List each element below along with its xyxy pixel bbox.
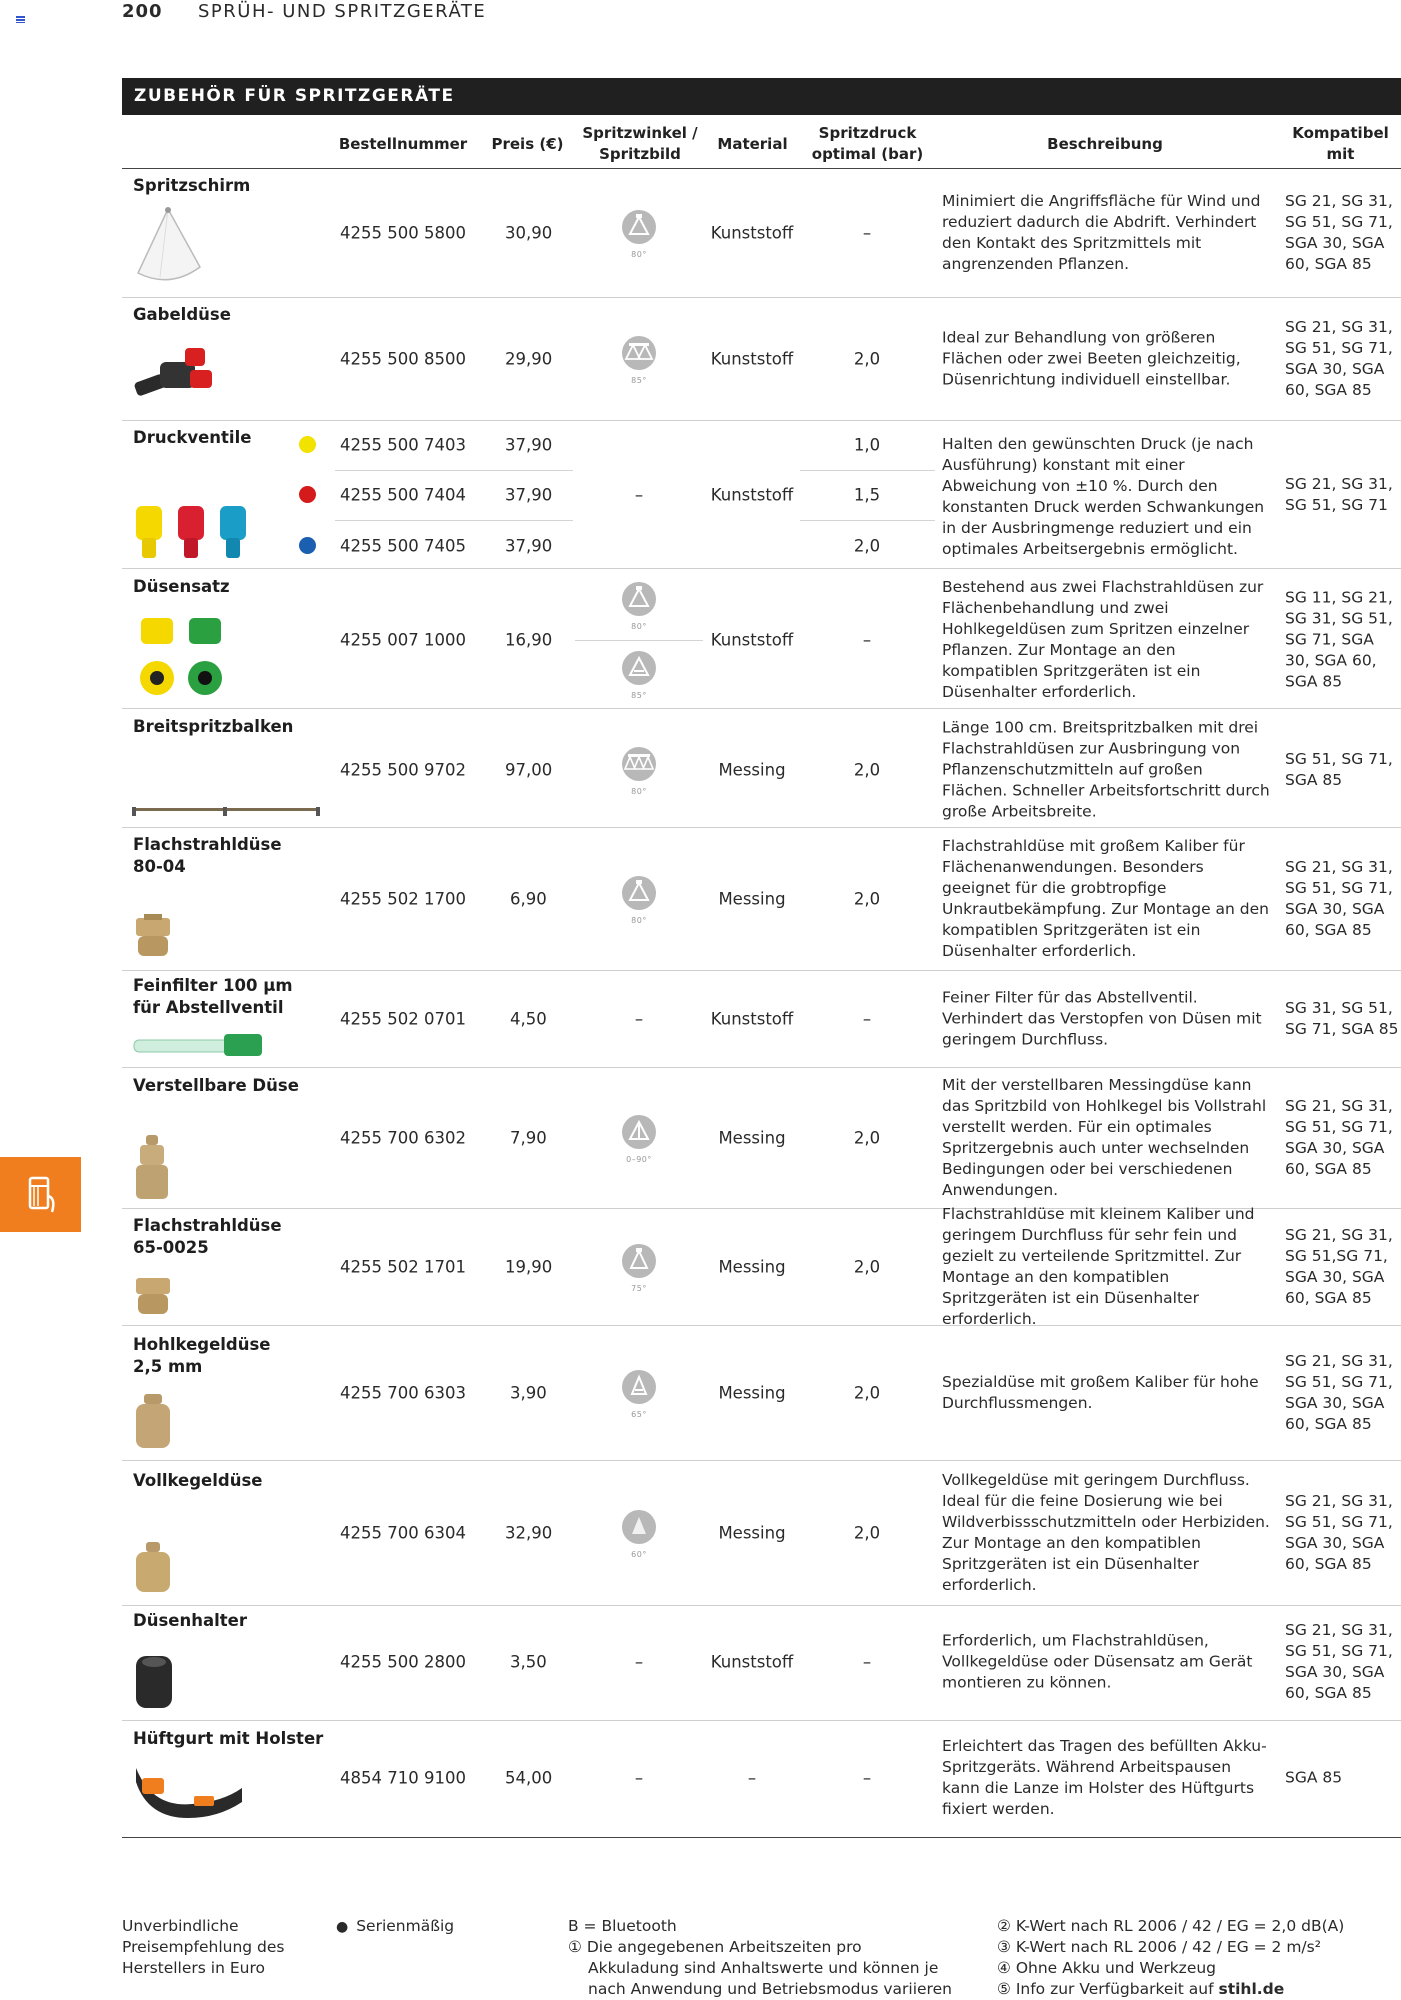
table-bottom-rule bbox=[122, 1837, 1401, 1838]
description: Länge 100 cm. Breitspritzbalken mit drei Flachstrahldüsen zur Ausbringung von Pflanzenschutzmitteln auf großen Flächen. Schneller Arbeitsfortschritt durch große Arbeitsbreite. bbox=[942, 718, 1270, 821]
note-4: ④ Ohne Akku und Werkzeug bbox=[997, 1959, 1217, 1977]
compatible-models: SG 21, SG 31, SG 51, SG 71, SGA 30, SGA 60, SGA 85 bbox=[1285, 858, 1393, 939]
spray-angle: – bbox=[634, 1768, 644, 1788]
compatible-models: SG 21, SG 31, SG 51, SG 71 bbox=[1285, 475, 1393, 514]
notes-middle bbox=[568, 1916, 968, 2000]
spritzschirm-image bbox=[130, 205, 205, 290]
price: 37,90 bbox=[505, 485, 553, 505]
order-number: 4255 700 6302 bbox=[340, 1128, 466, 1148]
order-number: 4255 500 2800 bbox=[340, 1652, 466, 1672]
duesenhalter-image bbox=[132, 1652, 176, 1712]
order-number: 4255 700 6304 bbox=[340, 1523, 466, 1543]
material: Messing bbox=[718, 889, 786, 909]
standard-label: Serienmäßig bbox=[356, 1917, 455, 1935]
material: Kunststoff bbox=[710, 1009, 794, 1029]
col-order: Bestellnummer bbox=[338, 134, 468, 153]
price: 6,90 bbox=[510, 889, 547, 909]
bullet-icon: ● bbox=[336, 1919, 349, 1935]
pressure: 2,0 bbox=[853, 1257, 881, 1277]
notes-right bbox=[997, 1916, 1397, 2000]
pressure: – bbox=[862, 1009, 872, 1029]
description: Flachstrahldüse mit großem Kaliber für Flächenanwendungen. Besonders geeignet für die grobtropfige Unkrautbekämpfung. Zur Montage an den kompatiblen Spritzgeräten ist ein Düsenhalter erforderlich. bbox=[942, 837, 1269, 960]
price: 32,90 bbox=[505, 1523, 553, 1543]
price: 37,90 bbox=[505, 435, 553, 455]
material: Messing bbox=[718, 1128, 786, 1148]
note-bluetooth: B = Bluetooth bbox=[568, 1917, 677, 1935]
section-title: SPRÜH- UND SPRITZGERÄTE bbox=[198, 0, 487, 22]
spray-angle: – bbox=[634, 1652, 644, 1672]
col-price: Preis (€) bbox=[491, 134, 564, 153]
header-rule bbox=[122, 168, 1401, 169]
variant-divider bbox=[335, 470, 573, 471]
pressure: 2,0 bbox=[853, 1523, 881, 1543]
product-name: Flachstrahldüse 65-0025 bbox=[133, 1216, 282, 1257]
order-number: 4255 700 6303 bbox=[340, 1383, 466, 1403]
row-divider bbox=[122, 568, 1401, 569]
product-name: Gabeldüse bbox=[133, 305, 231, 324]
pressure: – bbox=[862, 223, 872, 243]
gabelduese-image bbox=[130, 340, 230, 410]
table-title: ZUBEHÖR FÜR SPRITZGERÄTE bbox=[122, 78, 1401, 115]
verstellbare-duese-image bbox=[132, 1133, 172, 1201]
row-divider bbox=[122, 827, 1401, 828]
duesensatz-image bbox=[135, 614, 235, 700]
price-note: Unverbindliche Preisempfehlung des Herstellers in Euro bbox=[122, 1917, 285, 1977]
variant-divider bbox=[335, 520, 573, 521]
material: Messing bbox=[718, 1257, 786, 1277]
pressure: 2,0 bbox=[853, 889, 881, 909]
vollkegelduese-image bbox=[132, 1540, 176, 1596]
description: Ideal zur Behandlung von größeren Flächen oder zwei Beeten gleichzeitig, Düsenrichtung individuell einstellbar. bbox=[942, 328, 1241, 389]
price: 54,00 bbox=[505, 1768, 553, 1788]
row-divider bbox=[122, 708, 1401, 709]
pressure: – bbox=[862, 1652, 872, 1672]
price: 19,90 bbox=[505, 1257, 553, 1277]
sprayer-icon bbox=[22, 1172, 62, 1217]
spray-cone-icon: 80° bbox=[619, 209, 659, 259]
color-dot-blue bbox=[299, 537, 316, 554]
description: Minimiert die Angriffsfläche für Wind und reduziert dadurch die Abdrift. Verhindert den Kontakt des Spritzmittels mit angrenzenden Pflanzen. bbox=[942, 192, 1261, 273]
spray-cone-icon: 75° bbox=[619, 1243, 659, 1293]
note-1: ① Die angegebenen Arbeitszeiten pro bbox=[568, 1938, 862, 1956]
order-number: 4255 500 7404 bbox=[340, 485, 466, 505]
page-marker bbox=[16, 16, 25, 23]
spray-hollow-icon: 85° bbox=[619, 650, 659, 700]
product-name: Hüftgurt mit Holster bbox=[133, 1729, 324, 1748]
pressure: 2,0 bbox=[853, 536, 881, 556]
compatible-models: SG 21, SG 31, SG 51, SG 71, SGA 30, SGA 60, SGA 85 bbox=[1285, 318, 1393, 399]
material: Kunststoff bbox=[710, 485, 794, 505]
product-name: Hohlkegeldüse 2,5 mm bbox=[133, 1335, 271, 1376]
row-divider bbox=[122, 1720, 1401, 1721]
compatible-models: SG 11, SG 21, SG 31, SG 51, SG 71, SGA 30, SGA 60, SGA 85 bbox=[1285, 588, 1393, 691]
order-number: 4255 500 7405 bbox=[340, 536, 466, 556]
material: Kunststoff bbox=[710, 1652, 794, 1672]
material: Messing bbox=[718, 1383, 786, 1403]
hohlkegelduese-image bbox=[132, 1392, 176, 1452]
spray-full-icon: 60° bbox=[619, 1509, 659, 1559]
col-material: Material bbox=[717, 134, 788, 153]
description: Feiner Filter für das Abstellventil. Verhindert das Verstopfen von Düsen mit geringem Durchfluss. bbox=[942, 988, 1262, 1049]
spray-adjust-icon: 0–90° bbox=[619, 1114, 659, 1164]
row-divider bbox=[122, 1460, 1401, 1461]
website-link[interactable]: stihl.de bbox=[1218, 1980, 1285, 1998]
note-3: ③ K-Wert nach RL 2006 / 42 / EG = 2 m/s² bbox=[997, 1938, 1321, 1956]
product-name: Düsenhalter bbox=[133, 1611, 247, 1630]
page-number: 200 bbox=[122, 0, 163, 22]
pressure: 2,0 bbox=[853, 1128, 881, 1148]
pressure: – bbox=[862, 630, 872, 650]
price: 37,90 bbox=[505, 536, 553, 556]
druckventile-image bbox=[130, 500, 260, 562]
col-pressure: Spritzdruck optimal (bar) bbox=[811, 124, 924, 163]
product-name: Breitspritzbalken bbox=[133, 717, 294, 736]
order-number: 4255 502 1701 bbox=[340, 1257, 466, 1277]
compatible-models: SGA 85 bbox=[1285, 1768, 1343, 1787]
material: Kunststoff bbox=[710, 349, 794, 369]
order-number: 4255 500 5800 bbox=[340, 223, 466, 243]
breitspritzbalken-image bbox=[130, 803, 325, 819]
spray-cone-icon: 80° bbox=[619, 875, 659, 925]
price: 97,00 bbox=[505, 760, 553, 780]
price: 3,50 bbox=[510, 1652, 547, 1672]
order-number: 4255 500 8500 bbox=[340, 349, 466, 369]
compatible-models: SG 21, SG 31, SG 51,SG 71, SGA 30, SGA 60, SGA 85 bbox=[1285, 1226, 1393, 1307]
order-number: 4255 500 9702 bbox=[340, 760, 466, 780]
spray-cone-icon: 80° bbox=[619, 581, 659, 631]
pressure: 2,0 bbox=[853, 760, 881, 780]
row-divider bbox=[122, 297, 1401, 298]
price: 30,90 bbox=[505, 223, 553, 243]
compatible-models: SG 21, SG 31, SG 51, SG 71, SGA 30, SGA 60, SGA 85 bbox=[1285, 1621, 1393, 1702]
color-dot-yellow bbox=[299, 436, 316, 453]
product-name: Verstellbare Düse bbox=[133, 1076, 299, 1095]
description: Bestehend aus zwei Flachstrahldüsen zur Flächenbehandlung und zwei Hohlkegeldüsen zum Spritzen einzelner Pflanzen. Zur Montage an den kompatiblen Spritzgeräten ist ein Düsenhalter erforderlich. bbox=[942, 578, 1264, 701]
compatible-models: SG 21, SG 31, SG 51, SG 71, SGA 30, SGA 60, SGA 85 bbox=[1285, 192, 1393, 273]
material: – bbox=[747, 1768, 757, 1788]
product-name: Vollkegeldüse bbox=[133, 1471, 263, 1490]
note-1-cont: Akkuladung sind Anhaltswerte und können je bbox=[588, 1959, 939, 1977]
description: Mit der verstellbaren Messingdüse kann das Spritzbild von Hohlkegel bis Vollstrahl verstellt werden. Für ein optimales Spritzergebnis auch unter wechselnden Bedingungen oder bei verschiedenen Anwendungen. bbox=[942, 1076, 1267, 1199]
pressure: 2,0 bbox=[853, 349, 881, 369]
note-5: ⑤ Info zur Verfügbarkeit auf stihl.de bbox=[997, 1980, 1285, 1998]
compatible-models: SG 21, SG 31, SG 51, SG 71, SGA 30, SGA 60, SGA 85 bbox=[1285, 1097, 1393, 1178]
description: Flachstrahldüse mit kleinem Kaliber und geringem Durchfluss für sehr fein und gezielt zu verteilende Spritzmittel. Zur Montage an den kompatiblen Spritzgeräten ist ein Düsenhalter erforderlich. bbox=[942, 1205, 1255, 1328]
col-description: Beschreibung bbox=[1047, 134, 1163, 153]
spray-angle: – bbox=[634, 485, 644, 505]
order-number: 4255 502 1700 bbox=[340, 889, 466, 909]
order-number: 4255 502 0701 bbox=[340, 1009, 466, 1029]
hueftgurt-image bbox=[132, 1758, 247, 1824]
flachstrahlduese-image bbox=[132, 912, 176, 960]
compatible-models: SG 21, SG 31, SG 51, SG 71, SGA 30, SGA 60, SGA 85 bbox=[1285, 1352, 1393, 1433]
price: 4,50 bbox=[510, 1009, 547, 1029]
spray-angle: – bbox=[634, 1009, 644, 1029]
material: Messing bbox=[718, 760, 786, 780]
row-divider bbox=[122, 970, 1401, 971]
compatible-models: SG 51, SG 71, SGA 85 bbox=[1285, 750, 1393, 789]
description: Vollkegeldüse mit geringem Durchfluss. Ideal für die feine Dosierung wie bei Wildverbissschutzmitteln oder Herbiziden. Zur Montage an den kompatiblen Spritzgeräten ist ein Düsenhalter erforderlich. bbox=[942, 1471, 1270, 1594]
chapter-tab[interactable] bbox=[0, 1157, 81, 1232]
variant-divider bbox=[800, 520, 935, 521]
pressure: 1,5 bbox=[853, 485, 881, 505]
col-compatible: Kompatibel mit bbox=[1292, 124, 1389, 163]
col-angle: Spritzwinkel / Spritzbild bbox=[582, 124, 698, 163]
material: Kunststoff bbox=[710, 630, 794, 650]
feinfilter-image bbox=[132, 1030, 267, 1060]
spray-triple-icon: 80° bbox=[619, 746, 659, 796]
price: 29,90 bbox=[505, 349, 553, 369]
description: Erforderlich, um Flachstrahldüsen, Vollkegeldüse oder Düsensatz am Gerät montieren zu können. bbox=[942, 1631, 1253, 1692]
spray-hollow-icon: 65° bbox=[619, 1369, 659, 1419]
compatible-models: SG 21, SG 31, SG 51, SG 71, SGA 30, SGA 60, SGA 85 bbox=[1285, 1492, 1393, 1573]
product-name: Flachstrahldüse 80-04 bbox=[133, 835, 282, 876]
pressure: 2,0 bbox=[853, 1383, 881, 1403]
product-name: Spritzschirm bbox=[133, 176, 251, 195]
pressure: – bbox=[862, 1768, 872, 1788]
color-dot-red bbox=[299, 486, 316, 503]
material: Kunststoff bbox=[710, 223, 794, 243]
material: Messing bbox=[718, 1523, 786, 1543]
note-1-cont: nach Anwendung und Betriebsmodus variieren bbox=[588, 1980, 952, 1998]
description: Erleichtert das Tragen des befüllten Akku-Spritzgeräts. Während Arbeitspausen kann die Lanze im Holster des Hüftgurts fixiert werden. bbox=[942, 1737, 1267, 1818]
order-number: 4255 500 7403 bbox=[340, 435, 466, 455]
compatible-models: SG 31, SG 51, SG 71, SGA 85 bbox=[1285, 999, 1399, 1038]
spray-double-icon: 85° bbox=[619, 335, 659, 385]
price: 16,90 bbox=[505, 630, 553, 650]
description: Halten den gewünschten Druck (je nach Ausführung) konstant mit einer Abweichung von ±10 %. Durch den konstanten Druck werden Schwankungen in der Ausbringmenge reduziert und ein optimales Arbeitsergebnis ermöglicht. bbox=[942, 435, 1265, 558]
description: Spezialdüse mit großem Kaliber für hohe Durchflussmengen. bbox=[942, 1373, 1259, 1412]
order-number: 4854 710 9100 bbox=[340, 1768, 466, 1788]
price: 7,90 bbox=[510, 1128, 547, 1148]
order-number: 4255 007 1000 bbox=[340, 630, 466, 650]
product-name: Feinfilter 100 µm für Abstellventil bbox=[133, 976, 293, 1017]
note-2: ② K-Wert nach RL 2006 / 42 / EG = 2,0 dB(A) bbox=[997, 1917, 1345, 1935]
flachstrahlduese-small-image bbox=[132, 1274, 176, 1318]
price: 3,90 bbox=[510, 1383, 547, 1403]
standard-legend bbox=[336, 1916, 454, 1938]
row-divider bbox=[122, 420, 1401, 421]
variant-divider bbox=[800, 470, 935, 471]
row-divider bbox=[122, 1605, 1401, 1606]
row-divider bbox=[122, 1067, 1401, 1068]
product-name: Düsensatz bbox=[133, 577, 230, 596]
product-name: Druckventile bbox=[133, 428, 252, 447]
pressure: 1,0 bbox=[853, 435, 881, 455]
icon-divider bbox=[575, 640, 703, 641]
page-header bbox=[122, 0, 486, 22]
